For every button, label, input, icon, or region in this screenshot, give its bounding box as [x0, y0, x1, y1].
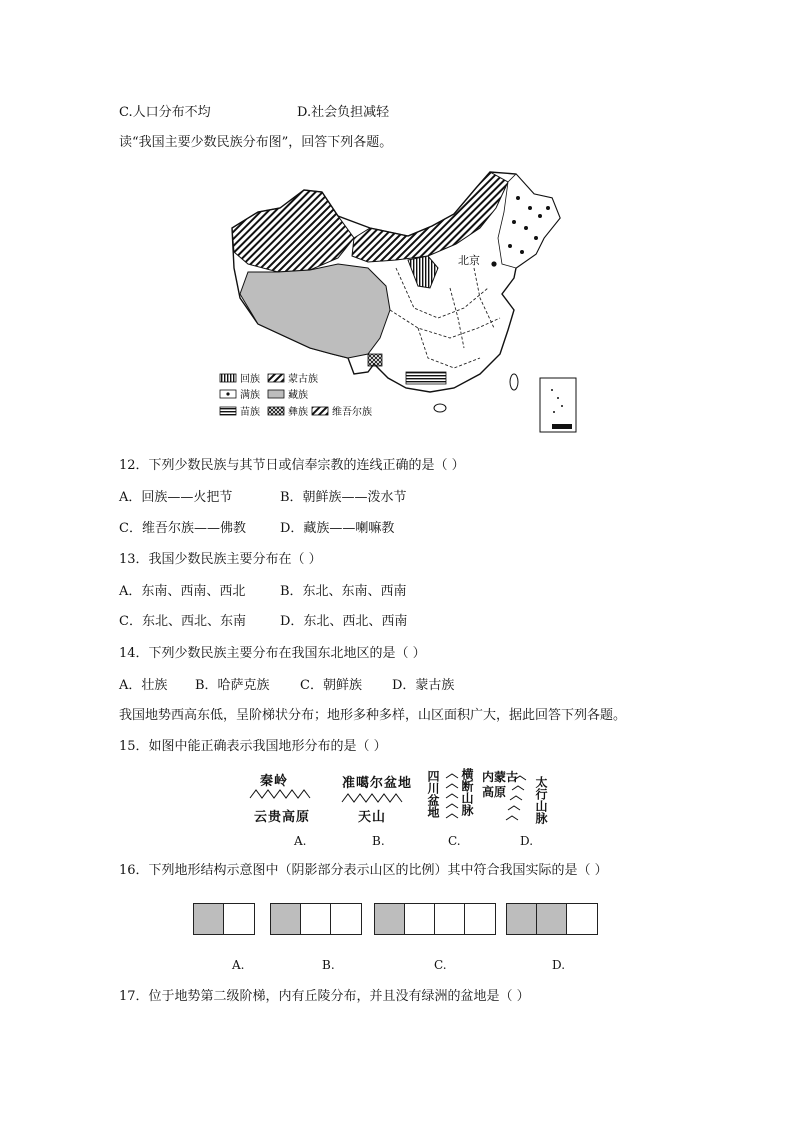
legend-manchu: 满族 [240, 390, 260, 401]
q16-stem: 16．下列地形结构示意图中（阴影部分表示山区的比例）其中符合我国实际的是（ ） [119, 863, 608, 878]
mountain-glyph-a [250, 790, 310, 798]
mountain-glyph-b [342, 794, 402, 802]
q13-option-b: B．东北、东南、西南 [280, 584, 407, 599]
q15-cap-a: A. [294, 834, 307, 848]
q13-stem: 13．我国少数民族主要分布在（ ） [119, 552, 322, 567]
legend-miao: 苗族 [240, 407, 260, 418]
legend-hui: 回族 [240, 374, 260, 385]
south-sea-inset [540, 378, 576, 432]
q15-d-right: 太行山脉 [534, 776, 548, 824]
q14-stem: 14．下列少数民族主要分布在我国东北地区的是（ ） [119, 646, 426, 661]
q15-c-left: 四川盆地 [426, 770, 440, 818]
q14-option-c: C．朝鲜族 [300, 678, 362, 693]
q15-cap-d: D. [520, 834, 534, 848]
miao-region [406, 372, 446, 384]
q15-c-right: 横断山脉 [460, 768, 474, 816]
q16-cap-b: B. [322, 958, 335, 972]
q16-box-a [193, 903, 255, 935]
reading-intro: 读“我国主要少数民族分布图”，回答下列各题。 [119, 135, 393, 150]
q14-option-a: A．壮族 [119, 678, 168, 693]
mountain-glyph-c [446, 774, 458, 818]
q16-box-d [506, 903, 598, 935]
q16-box-b [270, 903, 362, 935]
option-c-prev: C.人口分布不均 [119, 105, 211, 120]
legend-tibetan: 藏族 [288, 390, 308, 401]
legend-mongolian: 蒙古族 [288, 374, 318, 385]
reading-intro-2: 我国地势西高东低，呈阶梯状分布；地形多种多样，山区面积广大，据此回答下列各题。 [119, 708, 627, 723]
q12-stem: 12．下列少数民族与其节日或信奉宗教的连线正确的是（ ） [119, 458, 465, 473]
q12-option-c: C．维吾尔族——佛教 [119, 521, 246, 536]
q13-option-d: D．东北、西北、西南 [280, 614, 408, 629]
q15-b-top: 准噶尔盆地 [342, 776, 413, 791]
manchu-region [498, 174, 560, 268]
option-d-prev: D.社会负担减轻 [297, 105, 390, 120]
legend-uyghur: 维吾尔族 [332, 407, 372, 418]
tibetan-region [240, 264, 390, 358]
map-legend [220, 372, 372, 418]
q14-option-d: D．蒙古族 [392, 678, 455, 693]
q17-stem: 17．位于地势第二级阶梯，内有丘陵分布，并且没有绿洲的盆地是（ ） [119, 989, 530, 1004]
q16-cap-d: D. [552, 958, 566, 972]
q16-cap-a: A. [232, 958, 245, 972]
q15-a-bottom: 云贵高原 [254, 810, 311, 825]
q16-box-c [374, 903, 496, 935]
q15-d-left: 内蒙古高原 [482, 770, 519, 799]
yi-region [368, 354, 382, 366]
q15-cap-b: B. [372, 834, 385, 848]
hainan [434, 404, 446, 412]
q13-option-a: A．东南、西南、西北 [119, 584, 246, 599]
q15-a-top: 秦岭 [260, 774, 289, 789]
beijing-label: 北京 [458, 254, 480, 267]
ethnic-minority-map [218, 168, 584, 436]
q15-stem: 15．如图中能正确表示我国地形分布的是（ ） [119, 739, 387, 754]
q15-cap-c: C. [448, 834, 461, 848]
q13-option-c: C．东北、西北、东南 [119, 614, 246, 629]
beijing-marker [491, 261, 496, 266]
taiwan [510, 374, 518, 390]
q12-option-a: A．回族——火把节 [119, 490, 233, 505]
q15-figure [246, 768, 556, 850]
q12-option-b: B．朝鲜族——泼水节 [280, 490, 407, 505]
q12-option-d: D．藏族——喇嘛教 [280, 521, 395, 536]
legend-yi: 彝族 [288, 407, 308, 418]
q15-b-bottom: 天山 [358, 810, 387, 825]
q14-option-b: B．哈萨克族 [195, 678, 270, 693]
q16-cap-c: C. [434, 958, 447, 972]
